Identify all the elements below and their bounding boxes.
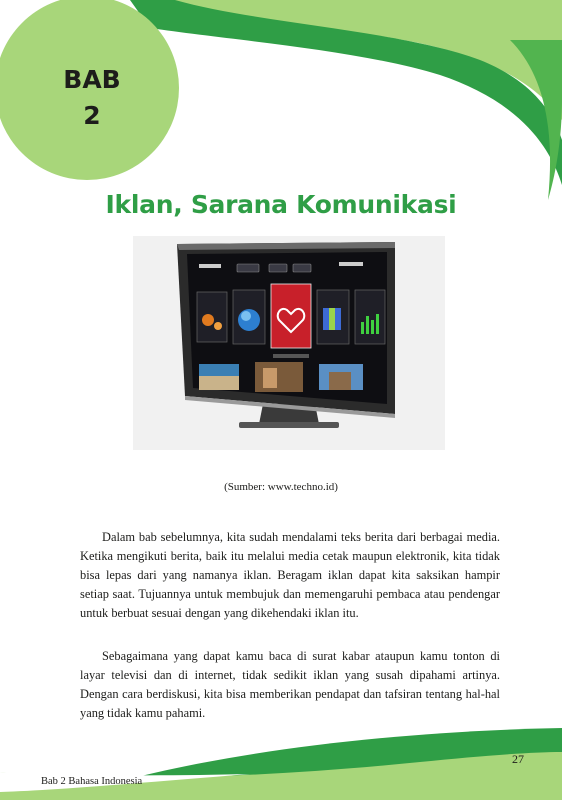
figure-caption: (Sumber: www.techno.id) [224,481,338,493]
chapter-label: BAB [63,65,121,94]
paragraph-2: Sebagaimana yang dapat kamu baca di surat kabar ataupun kamu tonton di layar televisi dan di internet, tidak sedikit iklan yang susah dipahami artinya. Dengan cara berdiskusi, kita bisa memberikan pendapat dan tafsiran tentang hal-hal yang tidak kamu pahami. [80,649,500,720]
chapter-badge [40,62,144,134]
page-title: Iklan, Sarana Komunikasi [105,190,457,219]
chapter-number: 2 [83,101,101,130]
footer-text: Bab 2 Bahasa Indonesia [41,776,143,787]
paragraph-1: Dalam bab sebelumnya, kita sudah mendalami teks berita dari berbagai media. Ketika mengikuti berita, baik itu melalui media cetak maupun elektronik, kita tidak bisa lepas dari yang namanya iklan. Beragam iklan dapat kita saksikan hampir setiap saat. Tujuannya untuk membujuk dan memengaruhi pembaca atau pendengar untuk berbuat sesuai dengan yang dikehendaki iklan itu. [80,530,500,620]
tv-photo [133,236,445,450]
page-number: 27 [512,752,524,766]
